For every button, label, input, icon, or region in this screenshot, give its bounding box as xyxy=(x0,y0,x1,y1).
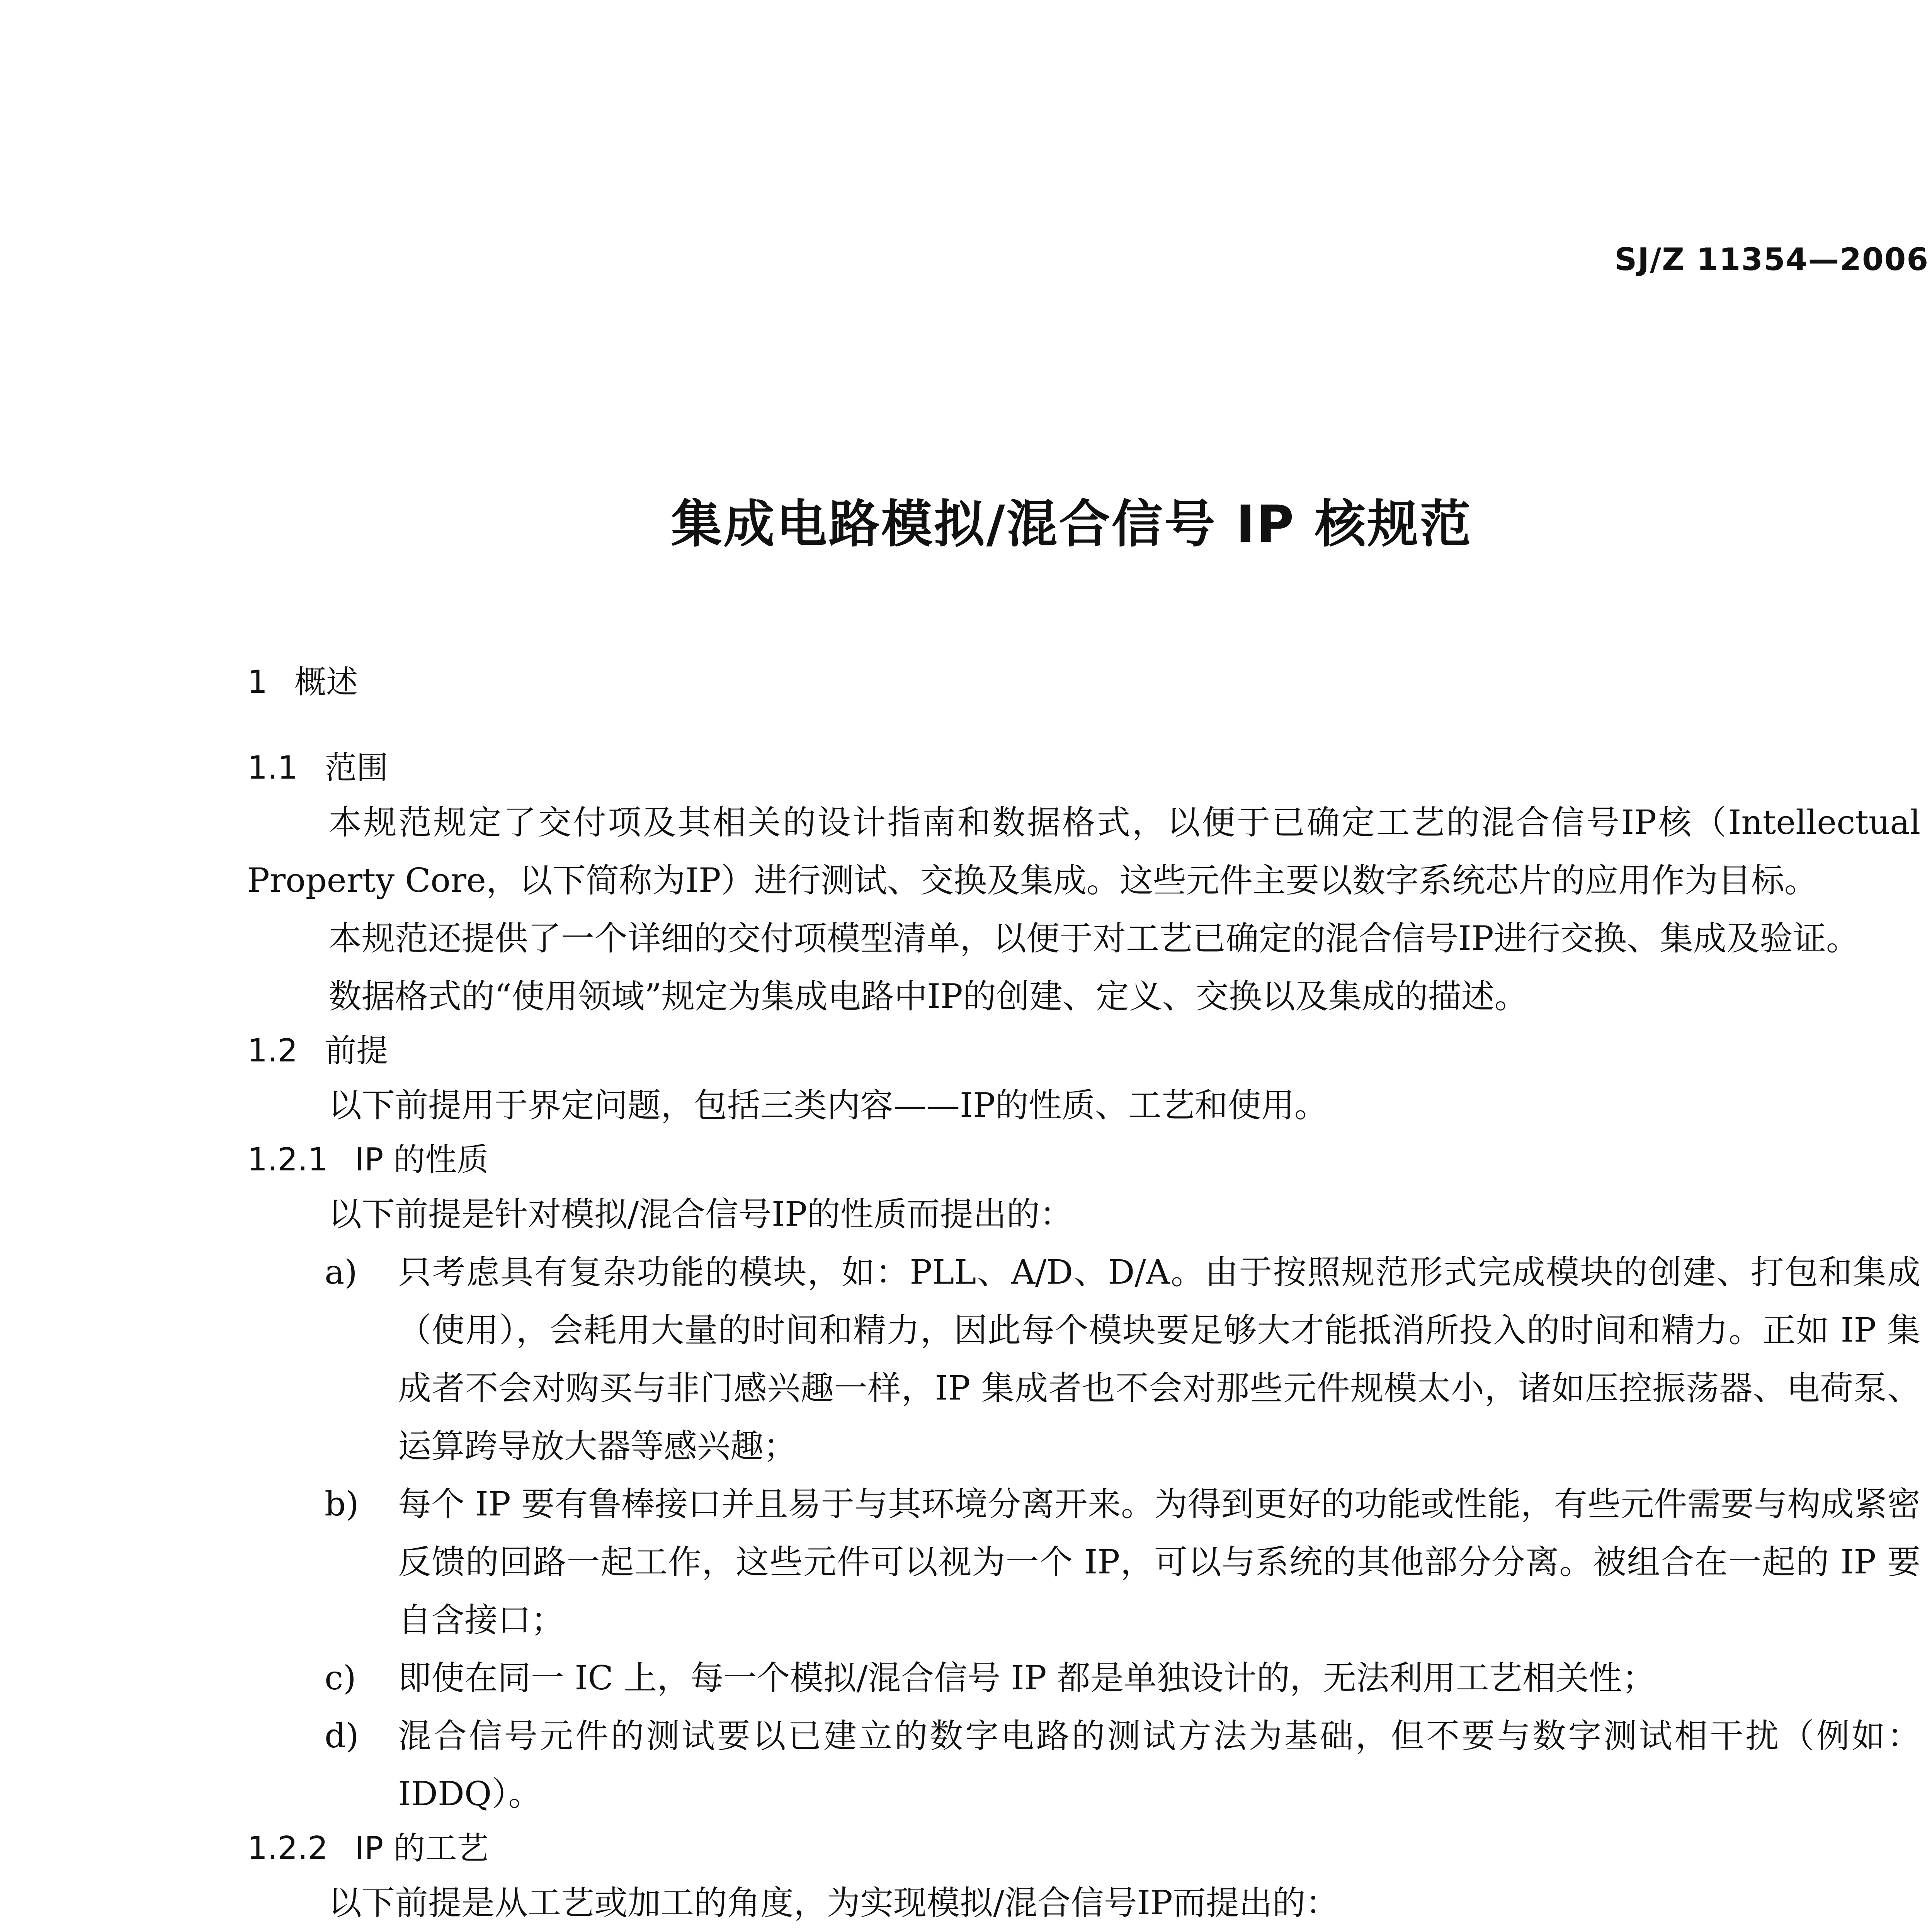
section-intro: 以下前提是从工艺或加工的角度，为实现模拟/混合信号IP而提出的： xyxy=(328,1884,1339,1922)
list-item-text: 混合信号元件的测试要以已建立的数字电路的测试方法为基础，但不要与数字测试相干扰（例如：IDDQ）。 xyxy=(398,1717,1920,1813)
paragraph: 数据格式的“使用领域”规定为集成电路中IP的创建、定义、交换以及集成的描述。 xyxy=(328,977,1528,1016)
section-number: 1.2.1 xyxy=(247,1141,328,1178)
standard-code: SJ/Z 11354—2006 xyxy=(1614,242,1929,277)
paragraph: 本规范还提供了一个详细的交付项模型清单，以便于对工艺已确定的混合信号IP进行交换、集成及验证。 xyxy=(328,919,1859,958)
section-1-2-heading xyxy=(247,1026,1920,1077)
paragraph: 以下前提用于界定问题，包括三类内容——IP的性质、工艺和使用。 xyxy=(328,1086,1328,1125)
section-1-heading xyxy=(247,657,1920,708)
section-number: 1.2.2 xyxy=(247,1830,328,1867)
section-title: IP 的工艺 xyxy=(355,1830,489,1867)
list-marker: a) xyxy=(325,1253,357,1292)
list-item-text: 即使在同一 IC 上，每一个模拟/混合信号 IP 都是单独设计的，无法利用工艺相关性； xyxy=(398,1659,1655,1697)
list-item xyxy=(247,1649,1920,1707)
section-title: 概述 xyxy=(294,664,358,701)
list-marker: b) xyxy=(325,1485,359,1524)
paragraph: 本规范规定了交付项及其相关的设计指南和数据格式，以便于已确定工艺的混合信号IP核（Intellectual Property Core，以下简称为IP）进行测试、交换及集成。这些元件主要以数字系统芯片的应用作为目标。 xyxy=(247,803,1920,900)
section-1-1-heading xyxy=(247,743,1920,794)
section-number: 1.2 xyxy=(247,1032,298,1069)
list-item xyxy=(247,1243,1920,1475)
section-1-2-1-heading xyxy=(247,1134,1920,1185)
list-item-text: 只考虑具有复杂功能的模块，如：PLL、A/D、D/A。由于按照规范形式完成模块的创建、打包和集成（使用），会耗用大量的时间和精力，因此每个模块要足够大才能抵消所投入的时间和精力。正如 IP 集成者不会对购买与非门感兴趣一样，IP 集成者也不会对那些元件规模太小，诸如压控振荡器、电荷泵、运算跨导放大器等感兴趣； xyxy=(398,1253,1920,1466)
section-title: IP 的性质 xyxy=(355,1141,489,1178)
list-marker: d) xyxy=(325,1717,359,1755)
section-title: 范围 xyxy=(325,750,388,786)
list-item xyxy=(247,1707,1920,1823)
section-1-2-2-heading xyxy=(247,1823,1920,1874)
section-intro: 以下前提是针对模拟/混合信号IP的性质而提出的： xyxy=(328,1195,1073,1234)
section-title: 前提 xyxy=(325,1032,388,1069)
document-body xyxy=(247,657,1920,1932)
list-item xyxy=(247,1475,1920,1649)
list-item-text: 每个 IP 要有鲁棒接口并且易于与其环境分离开来。为得到更好的功能或性能，有些元件需要与构成紧密反馈的回路一起工作，这些元件可以视为一个 IP，可以与系统的其他部分分离。被组合在一起的 IP 要自含接口； xyxy=(398,1485,1920,1639)
section-number: 1 xyxy=(247,664,268,701)
list-marker: c) xyxy=(325,1659,356,1697)
document-title: 集成电路模拟/混合信号 IP 核规范 xyxy=(671,495,1473,554)
section-number: 1.1 xyxy=(247,750,298,786)
